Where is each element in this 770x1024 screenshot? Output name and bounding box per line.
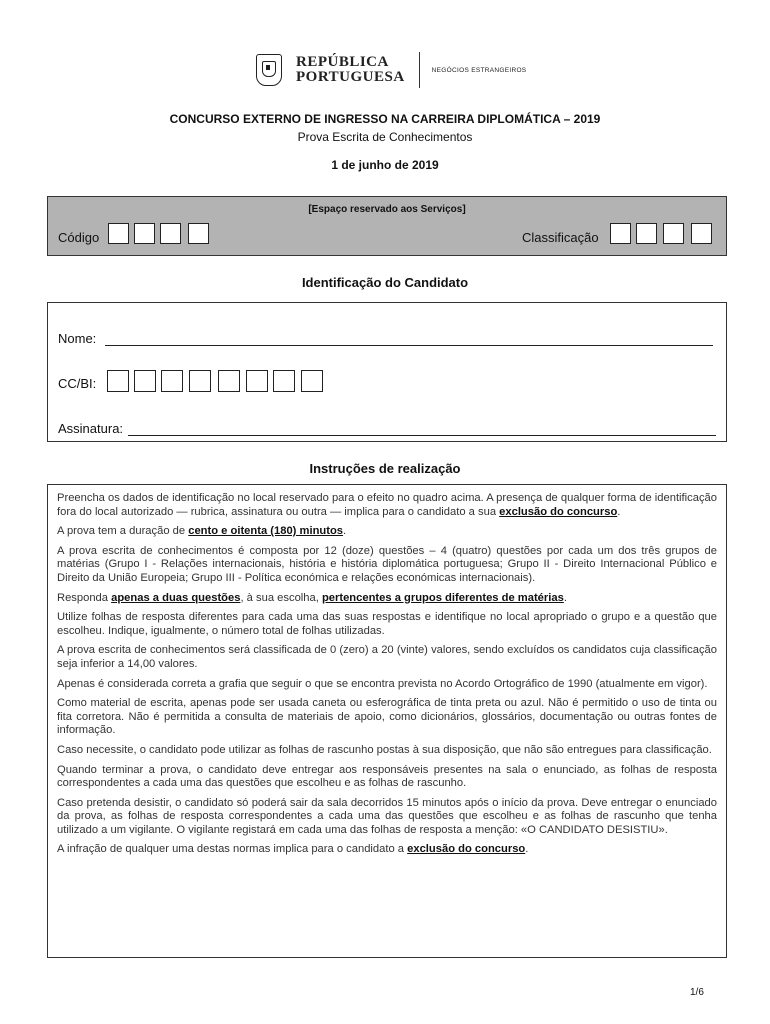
exam-date: 1 de junho de 2019 [331, 158, 439, 172]
id-box[interactable] [218, 370, 240, 392]
header-logo [256, 50, 526, 90]
instruction-paragraph: A prova escrita de conhecimentos é composta por 12 (doze) questões – 4 (quatro) questões por cada um dos três grupos de matérias (Grupo I - Relações internacionais, história e história diplomática portuguesa; Grupo II - Direito Internacional Público e Direito da União Europeia; Grupo III - Política económica e relações económicas internacionais). [57, 544, 717, 584]
logo-line1: REPÚBLICA [296, 54, 389, 70]
id-box[interactable] [189, 370, 211, 392]
classification-label: Classificação [522, 230, 599, 245]
id-box[interactable] [161, 370, 183, 392]
instruction-paragraph: A prova escrita de conhecimentos será classificada de 0 (zero) a 20 (vinte) valores, sendo excluídos os candidatos cuja classificação seja inferior a 14,00 valores. [57, 644, 717, 670]
classification-box[interactable] [610, 223, 631, 244]
instruction-paragraph: A infração de qualquer uma destas normas implica para o candidato a exclusão do concurso. [57, 843, 529, 856]
instruction-paragraph: A prova tem a duração de cento e oitenta (180) minutos. [57, 525, 347, 538]
code-box[interactable] [108, 223, 129, 244]
id-box[interactable] [107, 370, 129, 392]
page-number: 1/6 [690, 987, 704, 998]
instruction-paragraph: Caso necessite, o candidato pode utilizar as folhas de rascunho postas à sua disposição, que não são entregues para classificação. [57, 743, 712, 756]
instruction-paragraph: Responda apenas a duas questões, à sua escolha, pertencentes a grupos diferentes de matérias. [57, 591, 567, 604]
id-label: CC/BI: [58, 376, 97, 391]
document-subtitle: Prova Escrita de Conhecimentos [297, 130, 473, 144]
candidate-box [47, 302, 727, 442]
instruction-paragraph: Apenas é considerada correta a grafia que seguir o que se encontra prevista no Acordo Ortográfico de 1990 (atualmente em vigor). [57, 677, 708, 690]
instruction-paragraph: Caso pretenda desistir, o candidato só poderá sair da sala decorridos 15 minutos após o início da prova. Deve entregar o enunciado da prova, as folhas de resposta correspondentes a cada uma das questões que escolheu e as folhas de rascunho que tenha utilizado a um vigilante. O vigilante registará em cada uma das folhas de resposta a menção: «O CANDIDATO DESISTIU». [57, 796, 717, 836]
ministry-name: NEGÓCIOS ESTRANGEIROS [431, 66, 527, 74]
instructions-box [47, 484, 727, 958]
classification-box[interactable] [636, 223, 657, 244]
id-box[interactable] [273, 370, 295, 392]
candidate-section-title: Identificação do Candidato [301, 275, 469, 290]
coat-of-arms-icon [256, 54, 282, 86]
instruction-paragraph: Quando terminar a prova, o candidato deve entregar aos responsáveis presentes na sala o enunciado, as folhas de resposta correspondentes a cada uma das questões que escolheu e as folhas de rascunho. [57, 763, 717, 790]
classification-box[interactable] [663, 223, 684, 244]
code-box[interactable] [160, 223, 181, 244]
document-title: CONCURSO EXTERNO DE INGRESSO NA CARREIRA DIPLOMÁTICA – 2019 [169, 112, 601, 126]
services-label: [Espaço reservado aos Serviços] [308, 204, 466, 215]
instruction-paragraph: Utilize folhas de resposta diferentes para cada uma das suas respostas e identifique no local apropriado o grupo e a questão que escolheu. Indique, igualmente, o número total de folhas utilizadas. [57, 611, 717, 637]
name-field[interactable] [105, 345, 713, 346]
name-label: Nome: [58, 331, 97, 346]
signature-field[interactable] [128, 435, 716, 436]
signature-label: Assinatura: [58, 421, 124, 436]
instructions-section-title: Instruções de realização [309, 461, 461, 476]
id-box[interactable] [301, 370, 323, 392]
logo-line2: PORTUGUESA [296, 69, 405, 85]
id-box[interactable] [246, 370, 268, 392]
instruction-paragraph: Como material de escrita, apenas pode ser usada caneta ou esferográfica de tinta preta ou azul. Não é permitido o uso de tinta ou fita corretora. Não é permitida a consulta de materiais de apoio, como dicionários, glossários, documentação ou outras fontes de informação. [57, 697, 717, 737]
instruction-paragraph: Preencha os dados de identificação no local reservado para o efeito no quadro acima. A presença de qualquer forma de identificação fora do local autorizado — rubrica, assinatura ou outra — implica para o candidato a sua exclusão do concurso. [57, 492, 717, 518]
logo-text [296, 55, 405, 85]
logo-divider [419, 52, 420, 88]
services-box [47, 196, 727, 256]
code-box[interactable] [134, 223, 155, 244]
id-box[interactable] [134, 370, 156, 392]
classification-box[interactable] [691, 223, 712, 244]
code-box[interactable] [188, 223, 209, 244]
code-label: Código [58, 230, 100, 245]
